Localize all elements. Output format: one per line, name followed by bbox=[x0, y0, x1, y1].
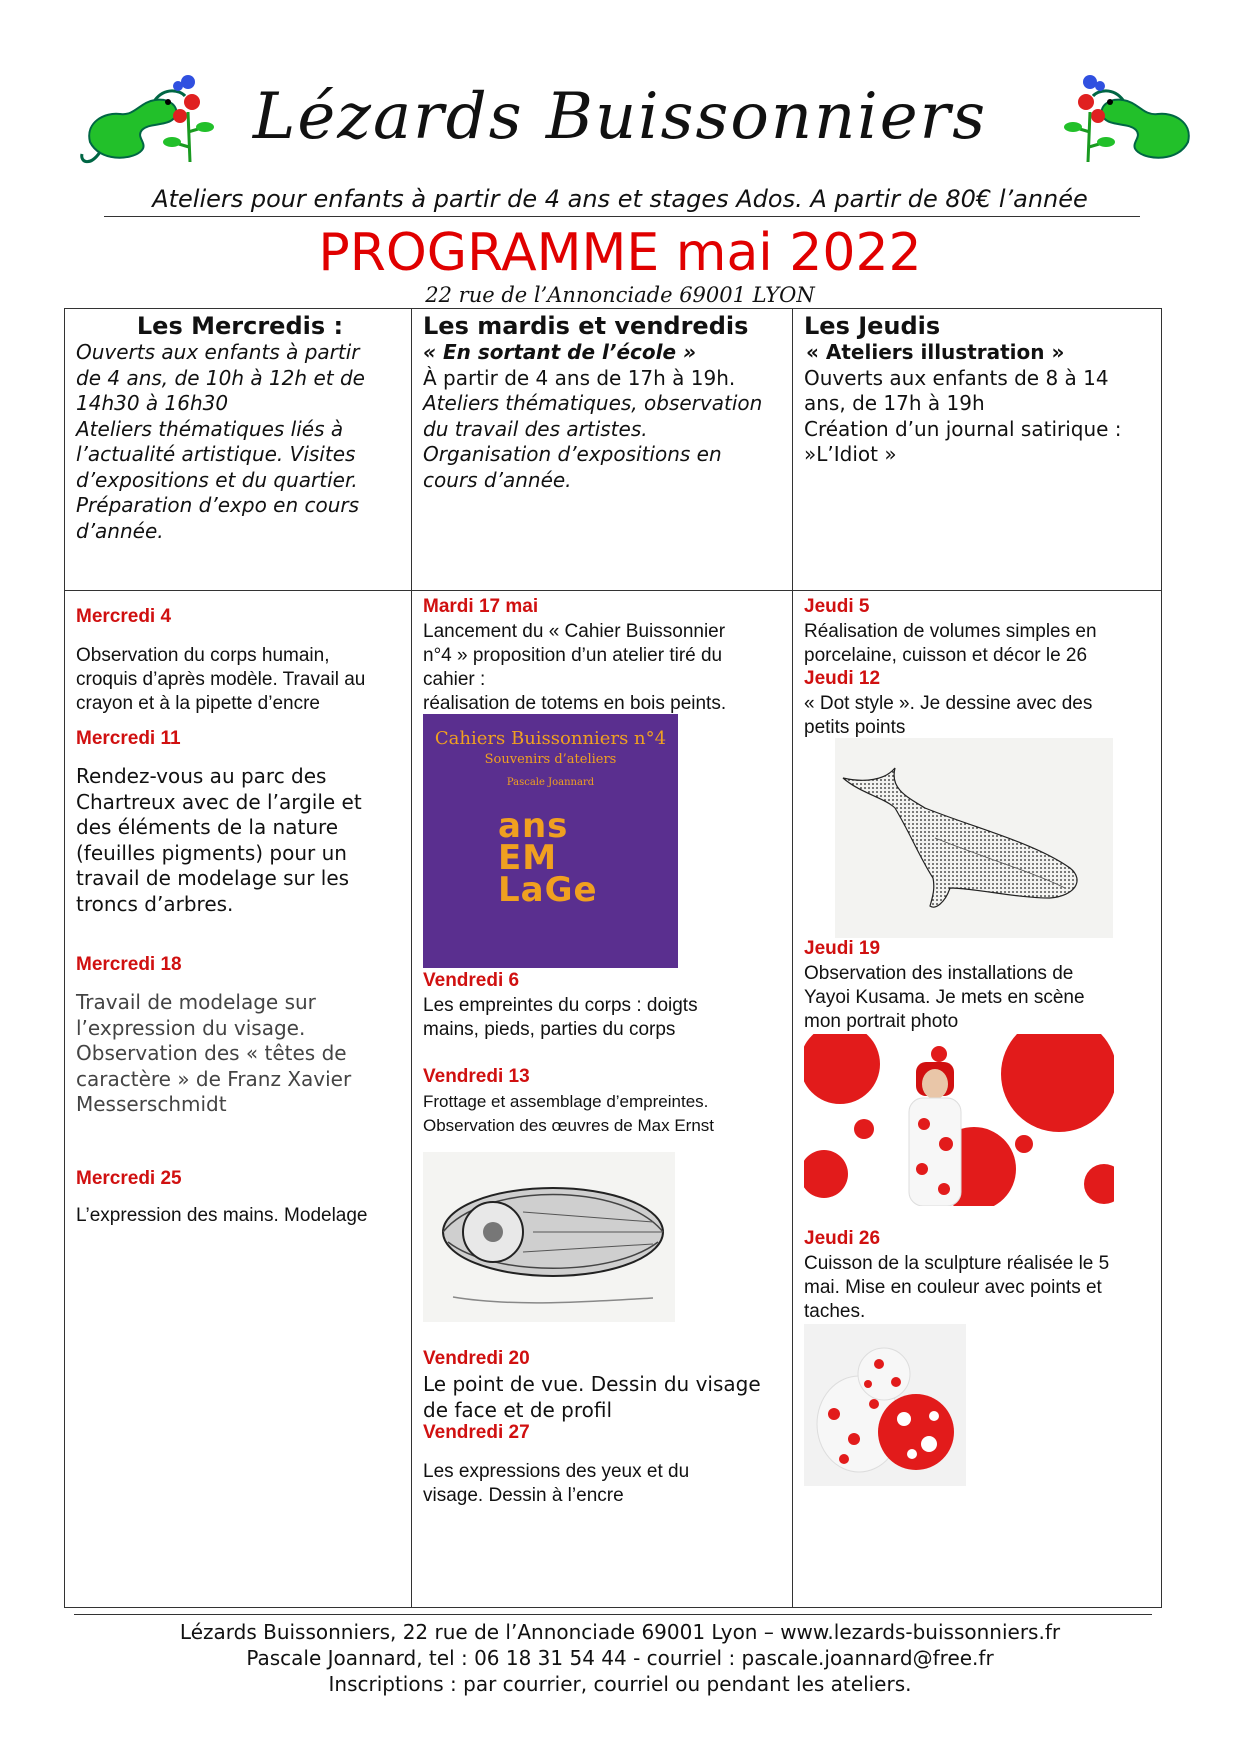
desc-line: taches. bbox=[804, 1301, 866, 1322]
desc-line: Yayoi Kusama. Je mets en scène bbox=[804, 987, 1085, 1008]
session-date: Vendredi 27 bbox=[423, 1422, 530, 1443]
book-subtitle: Souvenirs d’ateliers bbox=[484, 752, 617, 767]
desc-line: (feuilles pigments) pour un bbox=[76, 840, 347, 865]
desc-line: Travail de modelage sur bbox=[76, 990, 316, 1014]
desc-line: Préparation d’expo en cours bbox=[76, 493, 360, 517]
session-date: Mardi 17 mai bbox=[423, 596, 539, 617]
mardis-tagline: « En sortant de l’école » bbox=[423, 340, 696, 364]
session-date: Mercredi 25 bbox=[76, 1168, 182, 1189]
desc-line: Observation des installations de bbox=[804, 963, 1074, 984]
desc-line: Observation du corps humain, bbox=[76, 645, 330, 666]
session-date: Mercredi 4 bbox=[76, 606, 172, 627]
session-date: Mercredi 11 bbox=[76, 728, 181, 749]
desc-line: cours d’année. bbox=[423, 467, 572, 492]
max-ernst-engraving-image bbox=[423, 1152, 675, 1322]
mardis-desc bbox=[423, 366, 785, 494]
column-divider bbox=[411, 308, 412, 1608]
mercredis-desc bbox=[76, 340, 404, 544]
desc-line: l’expression du visage. bbox=[76, 1015, 306, 1040]
book-art bbox=[498, 806, 678, 910]
jeudis-desc bbox=[804, 366, 1156, 468]
desc-line: l’actualité artistique. Visites bbox=[76, 442, 356, 466]
desc-line: d’expositions et du quartier. bbox=[76, 467, 358, 492]
programme-title: PROGRAMME mai 2022 bbox=[318, 223, 922, 283]
session-date: Jeudi 12 bbox=[804, 668, 881, 689]
desc-line: mon portrait photo bbox=[804, 1011, 959, 1032]
desc-line: de face et de profil bbox=[423, 1397, 613, 1422]
desc-line: du travail des artistes. bbox=[423, 416, 648, 441]
desc-line: Ouverts aux enfants à partir bbox=[76, 340, 360, 364]
desc-line: croquis d’après modèle. Travail au bbox=[76, 669, 366, 690]
session-desc bbox=[423, 1372, 788, 1423]
desc-line: Messerschmidt bbox=[76, 1092, 227, 1116]
desc-line: « Dot style ». Je dessine avec des bbox=[804, 693, 1093, 714]
desc-line: Observation des œuvres de Max Ernst bbox=[423, 1116, 715, 1135]
desc-line: petits points bbox=[804, 717, 906, 738]
page-title: Lézards Buissonniers bbox=[252, 80, 988, 154]
desc-line: Les empreintes du corps : doigts bbox=[423, 995, 698, 1016]
book-title: Cahiers Buissonniers n°4 bbox=[434, 728, 667, 749]
desc-line: »L’Idiot » bbox=[804, 442, 897, 466]
desc-line: L’expression des mains. Modelage bbox=[76, 1205, 368, 1226]
header-divider bbox=[104, 216, 1140, 217]
book-art-line: LaGe bbox=[498, 870, 598, 910]
footer-divider bbox=[74, 1614, 1152, 1615]
desc-line: mains, pieds, parties du corps bbox=[423, 1019, 676, 1040]
session-date: Vendredi 6 bbox=[423, 970, 520, 991]
desc-line: troncs d’arbres. bbox=[76, 891, 234, 916]
session-desc bbox=[423, 1460, 788, 1508]
desc-line: Lancement du « Cahier Buissonnier bbox=[423, 621, 726, 642]
mercredis-header bbox=[76, 312, 404, 544]
desc-line: Rendez-vous au parc des bbox=[76, 764, 327, 788]
row-divider bbox=[64, 590, 1162, 591]
desc-line: À partir de 4 ans de 17h à 19h. bbox=[423, 365, 736, 390]
session-desc bbox=[76, 1204, 406, 1228]
mardis-title: Les mardis et vendredis bbox=[423, 312, 749, 340]
desc-line: visage. Dessin à l’encre bbox=[423, 1485, 624, 1506]
jeudis-title: Les Jeudis bbox=[804, 312, 941, 340]
whale-drawing-image bbox=[835, 738, 1113, 938]
session-date: Mercredi 18 bbox=[76, 954, 182, 975]
column-divider bbox=[792, 308, 793, 1608]
desc-line: n°4 » proposition d’un atelier tiré du bbox=[423, 645, 723, 666]
desc-line: crayon et à la pipette d’encre bbox=[76, 693, 320, 714]
desc-line: Réalisation de volumes simples en bbox=[804, 621, 1097, 642]
footer-line: Inscriptions : par courrier, courriel ou pendant les ateliers. bbox=[328, 1672, 912, 1696]
desc-line: d’année. bbox=[76, 518, 164, 543]
desc-line: travail de modelage sur les bbox=[76, 866, 350, 890]
session-desc bbox=[804, 1252, 1159, 1324]
dotted-sculpture-photo bbox=[804, 1324, 966, 1486]
footer-line: Lézards Buissonniers, 22 rue de l’Annonciade 69001 Lyon – www.lezards-buissonniers.fr bbox=[179, 1620, 1061, 1644]
book-author: Pascale Joannard bbox=[506, 777, 595, 788]
address: 22 rue de l’Annonciade 69001 LYON bbox=[425, 283, 815, 307]
desc-line: cahier : bbox=[423, 669, 486, 690]
desc-line: Frottage et assemblage d’empreintes. bbox=[423, 1092, 709, 1111]
desc-line: Le point de vue. Dessin du visage bbox=[423, 1372, 761, 1396]
desc-line: Observation des « têtes de bbox=[76, 1041, 347, 1065]
book-art-line: EM bbox=[498, 838, 558, 878]
mercredis-title: Les Mercredis : bbox=[136, 312, 344, 340]
session-desc bbox=[804, 962, 1159, 1034]
session-desc bbox=[423, 620, 788, 716]
desc-line: réalisation de totems en bois peints. bbox=[423, 693, 727, 714]
desc-line: Ateliers thématiques liés à bbox=[76, 416, 344, 441]
jeudis-tagline: « Ateliers illustration » bbox=[806, 340, 1065, 364]
yayoi-kusama-photo bbox=[804, 1034, 1114, 1206]
desc-line: caractère » de Franz Xavier bbox=[76, 1066, 352, 1091]
desc-line: Les expressions des yeux et du bbox=[423, 1461, 690, 1482]
session-desc bbox=[76, 644, 406, 716]
desc-line: Chartreux avec de l’argile et bbox=[76, 789, 362, 814]
desc-line: porcelaine, cuisson et décor le 26 bbox=[804, 645, 1088, 666]
session-date: Vendredi 13 bbox=[423, 1066, 530, 1087]
footer-line: Pascale Joannard, tel : 06 18 31 54 44 - courriel : pascale.joannard@free.fr bbox=[246, 1646, 994, 1670]
session-date: Jeudi 19 bbox=[804, 938, 881, 959]
desc-line: ans, de 17h à 19h bbox=[804, 391, 985, 415]
session-date: Vendredi 20 bbox=[423, 1348, 530, 1369]
book-art-line: ans bbox=[498, 806, 569, 846]
cahier-cover-image bbox=[423, 714, 678, 968]
session-desc bbox=[804, 620, 1159, 668]
session-desc bbox=[423, 994, 788, 1042]
session-date: Jeudi 26 bbox=[804, 1228, 881, 1249]
session-desc bbox=[804, 692, 1159, 740]
session-desc bbox=[423, 1090, 788, 1138]
session-date: Jeudi 5 bbox=[804, 596, 870, 617]
subtitle: Ateliers pour enfants à partir de 4 ans et stages Ados. A partir de 80€ l’année bbox=[152, 185, 1088, 213]
desc-line: 14h30 à 16h30 bbox=[76, 391, 229, 415]
mardis-header bbox=[423, 312, 785, 493]
session-desc bbox=[76, 990, 406, 1118]
desc-line: Création d’un journal satirique : bbox=[804, 416, 1122, 441]
desc-line: mai. Mise en couleur avec points et bbox=[804, 1277, 1102, 1298]
desc-line: de 4 ans, de 10h à 12h et de bbox=[76, 365, 365, 390]
jeudis-header bbox=[804, 312, 1156, 468]
desc-line: Cuisson de la sculpture réalisée le 5 bbox=[804, 1253, 1110, 1274]
desc-line: Organisation d’expositions en bbox=[423, 442, 722, 466]
desc-line: Ateliers thématiques, observation bbox=[423, 391, 763, 415]
session-desc bbox=[76, 764, 406, 917]
desc-line: Ouverts aux enfants de 8 à 14 bbox=[804, 365, 1109, 390]
desc-line: des éléments de la nature bbox=[76, 815, 339, 839]
